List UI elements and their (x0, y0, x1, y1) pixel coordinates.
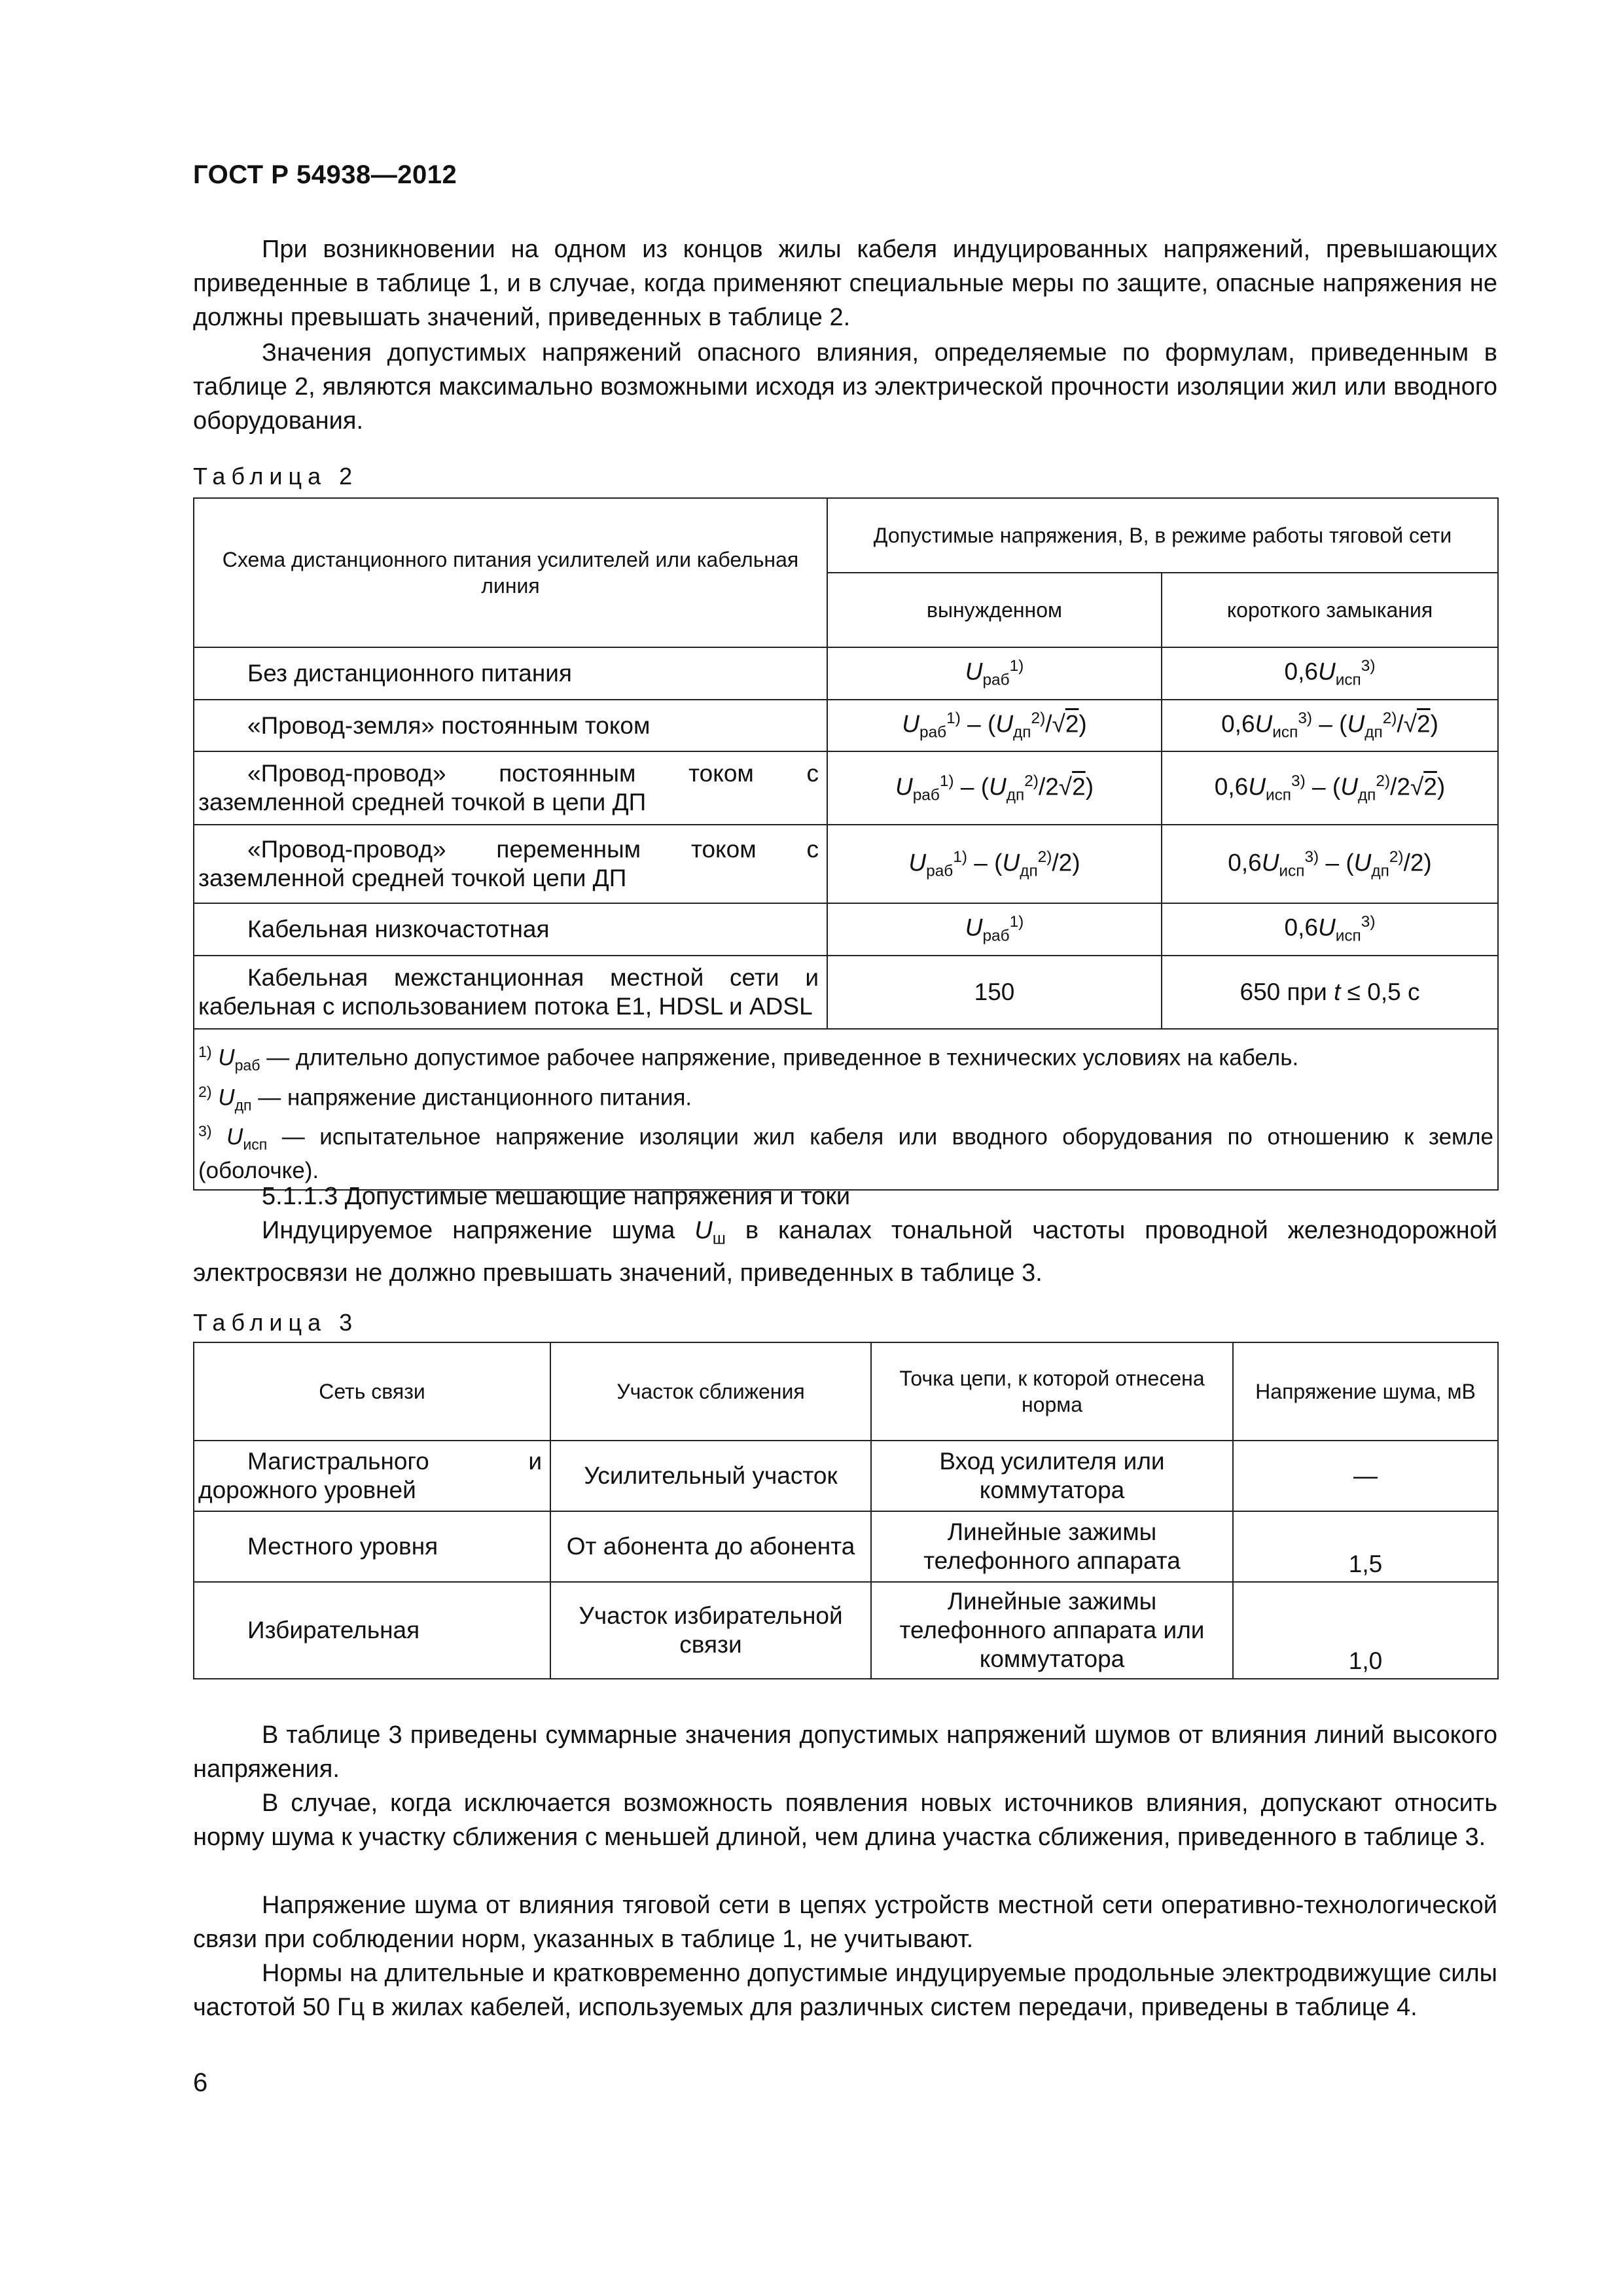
table2-cell-forced: $U_{раб}^{1)} - (U_{дп}^{2)}/√2)$ (827, 700, 1162, 752)
table2-cell-scheme: «Провод-провод» постоянным током с заземленной средней точкой в цепи ДП (194, 751, 827, 825)
table2-cell-forced: $U_{раб}^{1)} - (U_{дп}^{2)}/2√2)$ (827, 751, 1162, 825)
table2-cell-short: $0,6U_{исп}^{3)}$ (1162, 903, 1498, 956)
table2-cell-forced: $U_{раб}^{1)}$ (827, 647, 1162, 700)
table2-header-scheme: Схема дистанционного питания усилителей или кабельная линия (194, 498, 827, 647)
table-row (194, 956, 1498, 1029)
table3-header-noise: Напряжение шума, мВ (1233, 1342, 1498, 1441)
table2-note-2: $^{2)}$ $U_{дп}$ — напряжение дистанционного питания. (198, 1083, 692, 1114)
table2-cell-short: 650 при t ≤ 0,5 с (1162, 956, 1498, 1029)
table-row (194, 1511, 1498, 1582)
table2-cell-short: $0,6U_{исп}^{3)} - (U_{дп}^{2)}/2√2)$ (1162, 751, 1498, 825)
table3-cell-section: Участок избирательной связи (550, 1582, 871, 1679)
table3-cell-point: Линейные зажимы телефонного аппарата (871, 1511, 1233, 1582)
table2-cell-scheme: Кабельная низкочастотная (194, 903, 827, 956)
section-paragraph-1: Индуцируемое напряжение шума $U_ш$ в каналах тональной частоты проводной железнодорожной электросвязи не должно превышать значений, приведенных в таблице 3. (193, 1217, 1497, 1287)
table2-notes (194, 1029, 1498, 1190)
page-number: 6 (193, 2068, 208, 2097)
table-2 (193, 497, 1499, 1191)
table2-cell-scheme: Без дистанционного питания (194, 647, 827, 700)
table3-cell-section: Усилительный участок (550, 1441, 871, 1511)
table3-cell-section: От абонента до абонента (550, 1511, 871, 1582)
closing-paragraph-3: Напряжение шума от влияния тяговой сети в цепях устройств местной сети оперативно-технологической связи при соблюдении норм, указанных в таблице 1, не учитывают. (193, 1892, 1497, 1953)
table3-caption: Таблица 3 (193, 1309, 359, 1336)
section-heading: 5.1.1.3 Допустимые мешающие напряжения и токи (262, 1183, 851, 1210)
table3-cell-network: Избирательная (194, 1582, 550, 1679)
table3-cell-point: Вход усилителя или коммутатора (871, 1441, 1233, 1511)
table2-header-allowed: Допустимые напряжения, В, в режиме работы тяговой сети (827, 498, 1498, 573)
table3-cell-network: Магистрального и дорожного уровней (194, 1441, 550, 1511)
table2-cell-short: $0,6U_{исп}^{3)}$ (1162, 647, 1498, 700)
table2-note-1: $^{1)}$ $U_{раб}$ — длительно допустимое рабочее напряжение, приведенное в технических условиях на кабель. (198, 1043, 1299, 1074)
table-row (194, 825, 1498, 903)
table-row (194, 647, 1498, 700)
table2-note-3: $^{3)}$ $U_{исп}$ — испытательное напряжение изоляции жил кабеля или вводного оборудования по отношению к земле (оболочке). (198, 1122, 1493, 1184)
table-row (194, 903, 1498, 956)
table2-header-short-circuit: короткого замыкания (1162, 573, 1498, 647)
table3-header-network: Сеть связи (194, 1342, 550, 1441)
table2-header-forced: вынужденном (827, 573, 1162, 647)
closing-paragraph-1: В таблице 3 приведены суммарные значения допустимых напряжений шумов от влияния линий высокого напряжения. (193, 1721, 1497, 1783)
table2-notes-row (194, 1029, 1498, 1190)
table2-cell-scheme: «Провод-земля» постоянным током (194, 700, 827, 752)
table2-cell-short: $0,6U_{исп}^{3)} - (U_{дп}^{2)}/√2)$ (1162, 700, 1498, 752)
table-row (194, 1441, 1498, 1511)
table3-cell-noise: — (1233, 1441, 1498, 1511)
table3-header-section: Участок сближения (550, 1342, 871, 1441)
table3-header-point: Точка цепи, к которой отнесена норма (871, 1342, 1233, 1441)
table-row (194, 1582, 1498, 1679)
intro-paragraph-1: При возникновении на одном из концов жилы кабеля индуцированных напряжений, превышающих приведенные в таблице 1, и в случае, когда применяют специальные меры по защите, опасные напряжения не должны превышать значений, приведенных в таблице 2. (193, 236, 1497, 331)
table2-caption: Таблица 2 (193, 463, 359, 490)
table2-cell-forced: 150 (827, 956, 1162, 1029)
closing-paragraph-4: Нормы на длительные и кратковременно допустимые индуцируемые продольные электродвижущие силы частотой 50 Гц в жилах кабелей, используемых для различных систем передачи, приведены в таблице 4. (193, 1960, 1497, 2021)
table-3 (193, 1342, 1499, 1679)
table2-cell-scheme: «Провод-провод» переменным током с заземленной средней точкой цепи ДП (194, 825, 827, 903)
table2-cell-short: $0,6U_{исп}^{3)} - (U_{дп}^{2)}/2)$ (1162, 825, 1498, 903)
table3-cell-noise: 1,0 (1233, 1582, 1498, 1679)
table2-cell-forced: $U_{раб}^{1)} - (U_{дп}^{2)}/2)$ (827, 825, 1162, 903)
closing-paragraph-2: В случае, когда исключается возможность появления новых источников влияния, допускают относить норму шума к участку сближения с меньшей длиной, чем длина участка сближения, приведенного в таблице 3. (193, 1789, 1497, 1851)
table3-cell-point: Линейные зажимы телефонного аппарата или коммутатора (871, 1582, 1233, 1679)
table-row (194, 751, 1498, 825)
document-header: ГОСТ Р 54938—2012 (193, 160, 457, 189)
table2-cell-scheme: Кабельная межстанционная местной сети и кабельная с использованием потока E1, HDSL и ADSL (194, 956, 827, 1029)
intro-paragraph-2: Значения допустимых напряжений опасного влияния, определяемые по формулам, приведенным в таблице 2, являются максимально возможными исходя из электрической прочности изоляции жил или вводного оборудования. (193, 339, 1497, 435)
table2-cell-forced: $U_{раб}^{1)}$ (827, 903, 1162, 956)
table-row (194, 700, 1498, 752)
table3-cell-network: Местного уровня (194, 1511, 550, 1582)
table3-cell-noise: 1,5 (1233, 1511, 1498, 1582)
